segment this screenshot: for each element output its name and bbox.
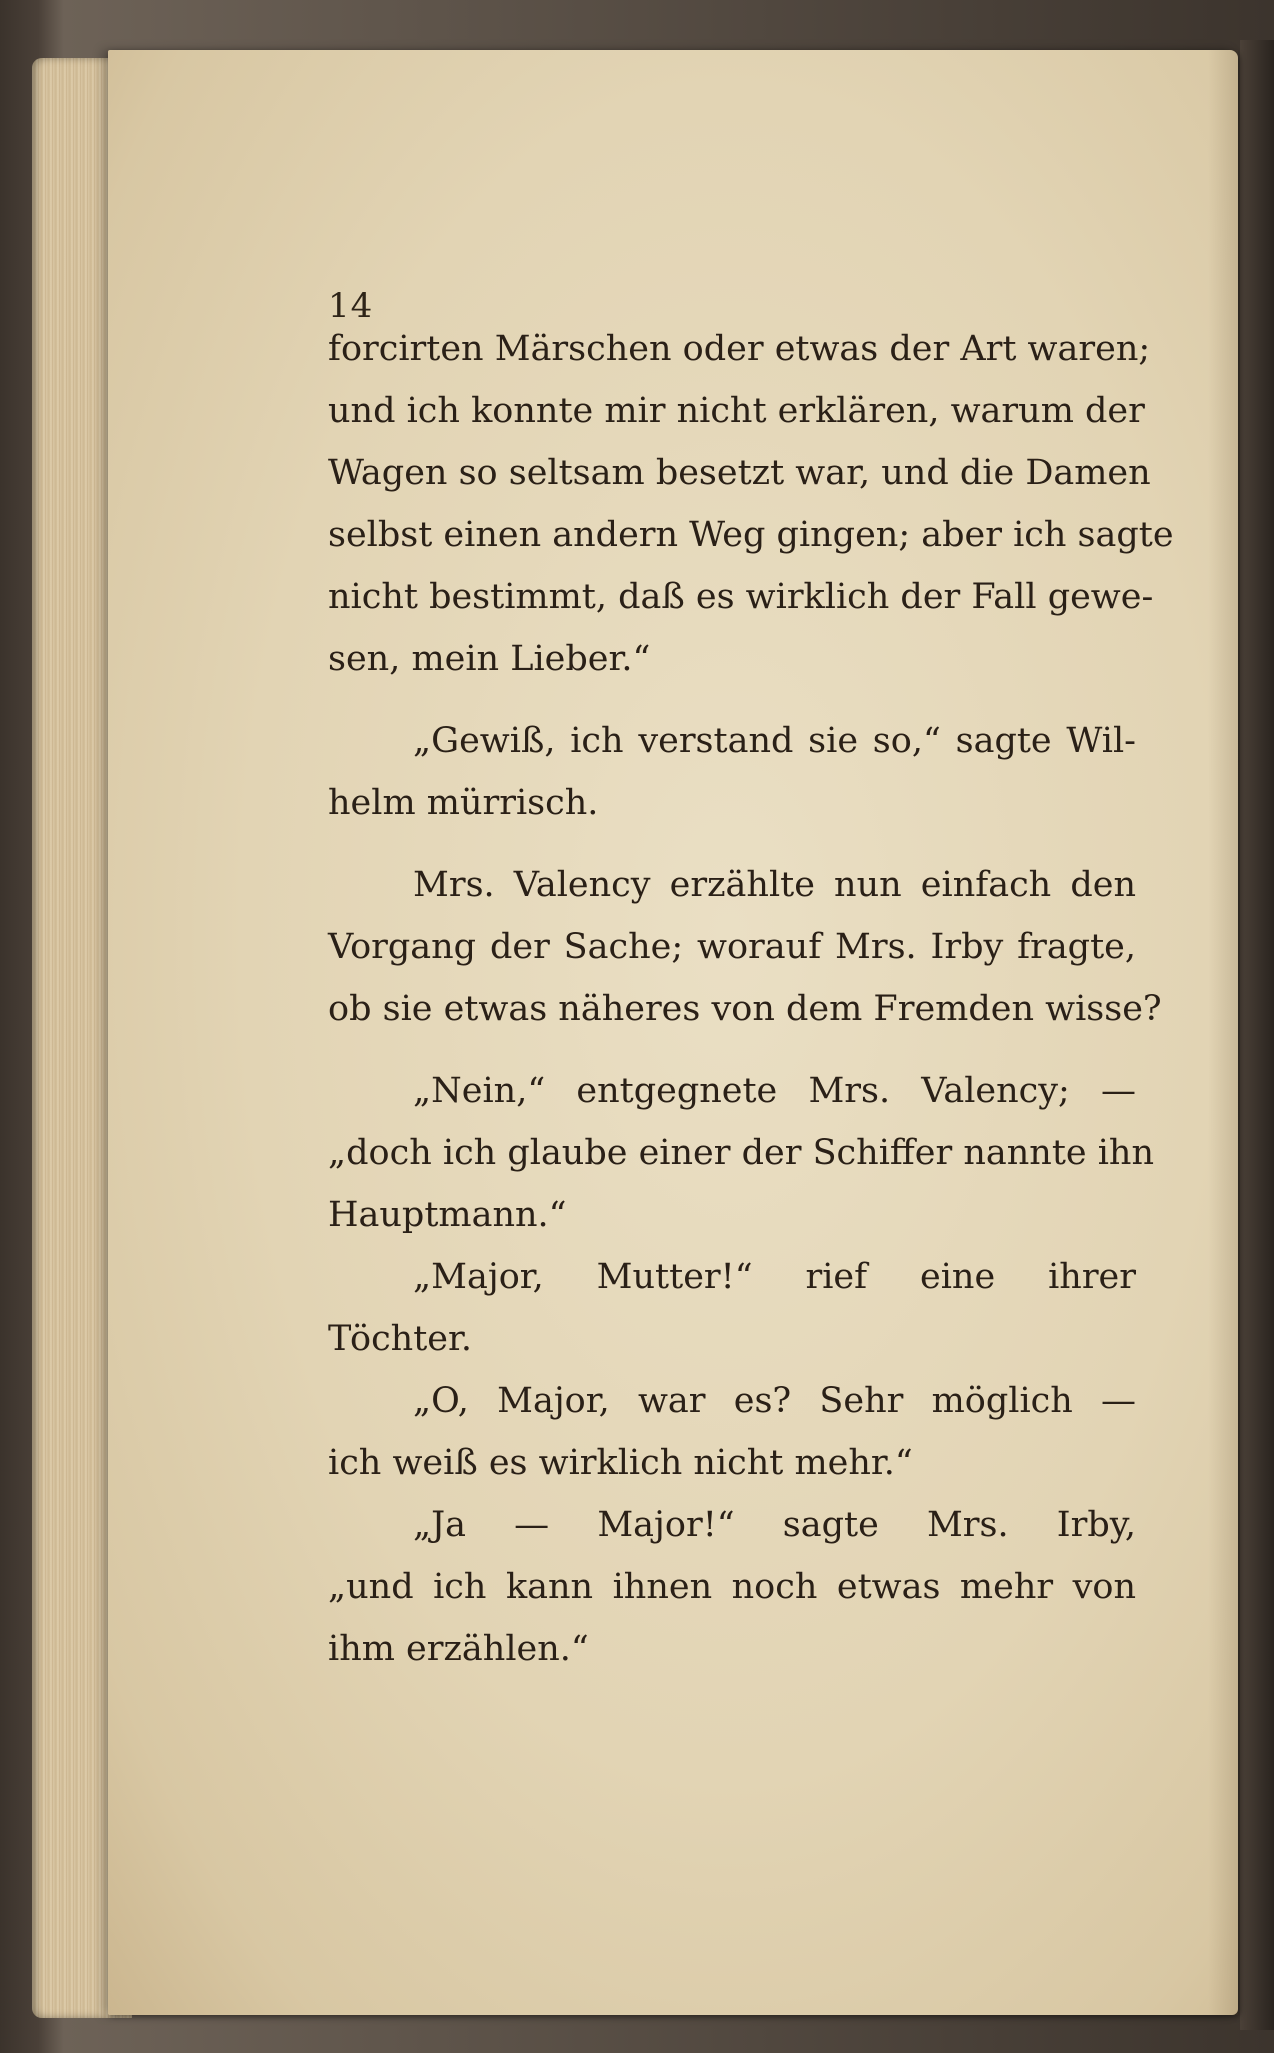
text-line: sen, mein Lieber.“: [328, 639, 651, 679]
text-line: ihm erzählen.“: [328, 1629, 589, 1669]
text-line: „Gewiß, ich verstand sie so,“ sagte Wil-: [413, 721, 1136, 761]
text-line: forcirten Märschen oder etwas der Art waren;: [328, 329, 1151, 369]
text-line: selbst einen andern Weg gingen; aber ich sagte: [328, 515, 1174, 555]
text-line: „Ja — Major!“ sagte Mrs. Irby,: [413, 1505, 1136, 1545]
text-line: helm mürrisch.: [328, 783, 599, 823]
text-line: ich weiß es wirklich nicht mehr.“: [328, 1443, 913, 1483]
text-line: Hauptmann.“: [328, 1195, 567, 1235]
text-line: „O, Major, war es? Sehr möglich —: [413, 1381, 1136, 1421]
text-line: „und ich kann ihnen noch etwas mehr von: [328, 1567, 1136, 1607]
text-line: Töchter.: [328, 1319, 472, 1359]
text-line: ob sie etwas näheres von dem Fremden wisse?: [328, 989, 1162, 1029]
text-line: Mrs. Valency erzählte nun einfach den: [413, 865, 1136, 905]
text-line: und ich konnte mir nicht erklären, warum der: [328, 391, 1145, 431]
page-text: [328, 318, 1174, 1680]
book-cover-edge: [1240, 40, 1274, 2030]
text-line: nicht bestimmt, daß es wirklich der Fall gewe-: [328, 577, 1154, 617]
page-number: 14: [328, 286, 374, 326]
text-line: „Nein,“ entgegnete Mrs. Valency; —: [413, 1071, 1136, 1111]
text-line: „Major, Mutter!“ rief eine ihrer: [413, 1257, 1136, 1297]
text-line: Wagen so seltsam besetzt war, und die Damen: [328, 453, 1151, 493]
text-line: „doch ich glaube einer der Schiffer nannte ihn: [328, 1133, 1155, 1173]
text-line: Vorgang der Sache; worauf Mrs. Irby fragte,: [328, 927, 1136, 967]
